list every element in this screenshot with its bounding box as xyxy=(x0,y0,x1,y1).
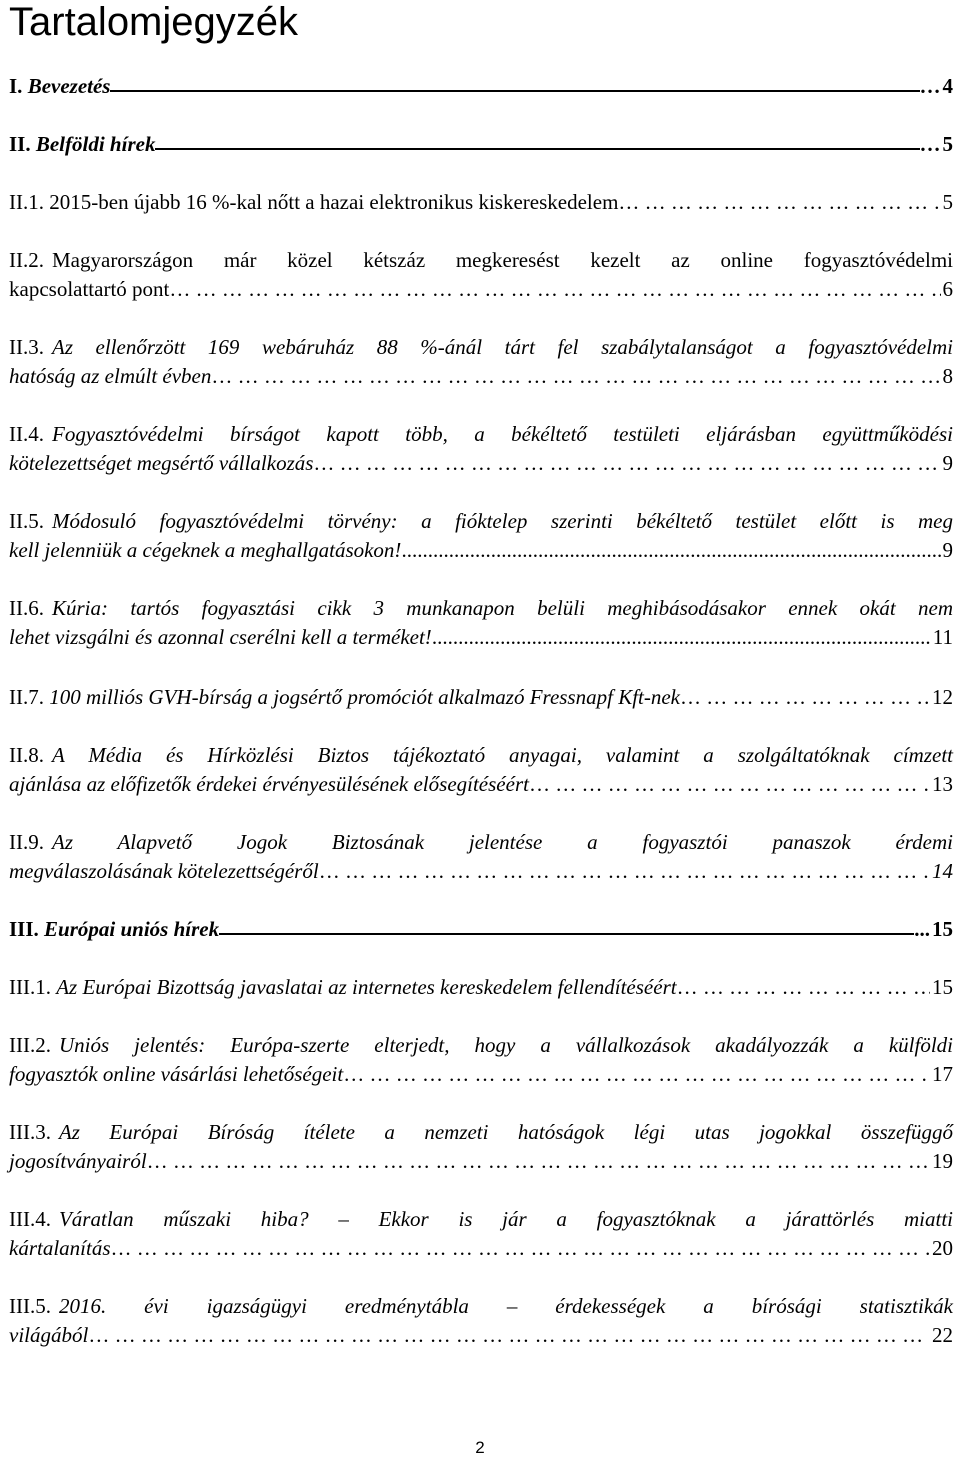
entry-page: 6 xyxy=(942,277,953,301)
leader-dots xyxy=(432,623,931,652)
toc-entry-10[interactable] xyxy=(9,741,953,799)
leader-dots xyxy=(529,770,930,799)
toc-entry-1[interactable]: I. Bevezetés … 4 xyxy=(9,72,953,101)
leader-line xyxy=(155,130,919,150)
leader-line xyxy=(110,72,919,92)
toc-entry-4[interactable] xyxy=(9,246,953,304)
entry-number: III. xyxy=(9,917,39,941)
entry-title-line2: jogosítványairól xyxy=(9,1149,147,1173)
toc-entry-14[interactable] xyxy=(9,1031,953,1089)
leader-line xyxy=(219,915,914,935)
leader-dots xyxy=(147,1147,930,1176)
entry-number: III.2. xyxy=(9,1033,51,1057)
entry-title-line2: ajánlása az előfizetők érdekei érvényesülésének elősegítéséért xyxy=(9,772,529,796)
entry-page: 14 xyxy=(932,859,953,883)
toc-entry-11[interactable] xyxy=(9,828,953,886)
entry-title: 100 milliós GVH-bírság a jogsértő promóciót alkalmazó Fressnapf Kft-nek xyxy=(49,685,680,709)
entry-title-line1: Uniós jelentés: Európa-szerte elterjedt, hogy a vállalkozások akadályozzák a külföldi xyxy=(58,1033,953,1057)
entry-title-line2: kötelezettséget megsértő vállalkozás xyxy=(9,451,314,475)
toc-entry-16[interactable] xyxy=(9,1205,953,1263)
entry-number: II. xyxy=(9,132,31,156)
entry-number: II.7. xyxy=(9,685,44,709)
leader-dots xyxy=(319,857,930,886)
entry-title: Az Európai Bizottság javaslatai az internetes kereskedelem fellendítéséért xyxy=(56,975,677,999)
entry-page: 9 xyxy=(942,451,953,475)
entry-title-line2: lehet vizsgálni és azonnal cserélni kell a terméket! xyxy=(9,625,432,649)
entry-page: 4 xyxy=(942,74,953,98)
entry-number: III.1. xyxy=(9,975,51,999)
toc-entry-9[interactable] xyxy=(9,683,953,712)
entry-page: 5 xyxy=(942,190,953,214)
entry-title-line2: világából xyxy=(9,1323,89,1347)
entry-number: III.5. xyxy=(9,1294,51,1318)
leader-dots xyxy=(313,449,940,478)
entry-title-line1: 2016. évi igazságügyi eredménytábla – érdekességek a bírósági statisztikák xyxy=(58,1294,953,1318)
leader-dots xyxy=(343,1060,930,1089)
entry-title-line1: Fogyasztóvédelmi bírságot kapott több, a békéltető testületi eljárásban együttműködési xyxy=(52,422,953,446)
entry-title-line1: Kúria: tartós fogyasztási cikk 3 munkanapon belüli meghibásodásakor ennek okát nem xyxy=(52,596,953,620)
entry-page: 11 xyxy=(932,625,953,649)
entry-title-line1: A Média és Hírközlési Biztos tájékoztató anyagai, valamint a szolgáltatóknak címzett xyxy=(52,743,953,767)
entry-number: II.9. xyxy=(9,830,44,854)
entry-number: II.1. xyxy=(9,190,44,214)
page-title: Tartalomjegyzék xyxy=(9,0,299,44)
entry-title: 2015-ben újabb 16 %-kal nőtt a hazai elektronikus kiskereskedelem xyxy=(49,190,619,214)
entry-number: III.4. xyxy=(9,1207,51,1231)
page-number: 2 xyxy=(475,1438,485,1457)
toc-entry-12[interactable]: III. Európai uniós hírek ... 15 xyxy=(9,915,953,944)
entry-page: 15 xyxy=(932,975,953,999)
entry-title-line2: megválaszolásának kötelezettségéről xyxy=(9,859,319,883)
entry-title: Bevezetés xyxy=(27,74,111,98)
toc-entry-5[interactable] xyxy=(9,333,953,391)
toc-entry-15[interactable] xyxy=(9,1118,953,1176)
toc-entry-6[interactable] xyxy=(9,420,953,478)
leader-dots xyxy=(88,1321,930,1350)
entry-page: 12 xyxy=(932,685,953,709)
entry-page: 17 xyxy=(932,1062,953,1086)
leader-dots xyxy=(211,362,940,391)
toc-entry-7[interactable] xyxy=(9,507,953,565)
entry-title: Európai uniós hírek xyxy=(44,917,220,941)
entry-page: 13 xyxy=(932,772,953,796)
entry-number: II.2. xyxy=(9,248,44,272)
entry-page: 22 xyxy=(932,1323,953,1347)
toc-entry-8[interactable] xyxy=(9,594,953,652)
entry-title-line1: Módosuló fogyasztóvédelmi törvény: a fióktelep szerinti békéltető testület előtt is meg xyxy=(52,509,953,533)
leader-dots xyxy=(677,973,930,1002)
entry-title-line1: Váratlan műszaki hiba? – Ekkor is jár a fogyasztóknak a járattörlés miatti xyxy=(58,1207,953,1231)
toc-entry-2[interactable]: II. Belföldi hírek … 5 xyxy=(9,130,953,159)
entry-title-line2: fogyasztók online vásárlási lehetőségeit xyxy=(9,1062,344,1086)
entry-number: II.6. xyxy=(9,596,44,620)
leader-dots xyxy=(618,188,940,217)
toc-entry-17[interactable] xyxy=(9,1292,953,1350)
leader-dots xyxy=(111,1234,930,1263)
entry-title-line1: Az Alapvető Jogok Biztosának jelentése a fogyasztói panaszok érdemi xyxy=(52,830,953,854)
entry-title-line2: kártalanítás xyxy=(9,1236,111,1260)
entry-page: 15 xyxy=(932,917,953,941)
entry-title-line2: kapcsolattartó pont xyxy=(9,277,170,301)
entry-title: Belföldi hírek xyxy=(35,132,156,156)
entry-title-line2: kell jelenniük a cégeknek a meghallgatásokon! xyxy=(9,538,402,562)
entry-number: I. xyxy=(9,74,23,98)
entry-page: 5 xyxy=(942,132,953,156)
entry-number: II.8. xyxy=(9,743,44,767)
entry-number: III.3. xyxy=(9,1120,51,1144)
entry-title-line1: Magyarországon már közel kétszáz megkeresést kezelt az online fogyasztóvédelmi xyxy=(52,248,953,272)
entry-number: II.5. xyxy=(9,509,44,533)
leader-dots xyxy=(680,683,930,712)
toc-entry-13[interactable] xyxy=(9,973,953,1002)
entry-title-line1: Az Európai Bíróság ítélete a nemzeti hatóságok légi utas jogokkal összefüggő xyxy=(58,1120,953,1144)
entry-page: 19 xyxy=(932,1149,953,1173)
leader-dots xyxy=(169,275,940,304)
entry-number: II.4. xyxy=(9,422,44,446)
toc-entry-3[interactable] xyxy=(9,188,953,217)
entry-number: II.3. xyxy=(9,335,44,359)
entry-title-line2: hatóság az elmúlt évben xyxy=(9,364,212,388)
entry-page: 20 xyxy=(932,1236,953,1260)
entry-page: 9 xyxy=(942,538,953,562)
entry-title-line1: Az ellenőrzött 169 webáruház 88 %-ánál tárt fel szabálytalanságot a fogyasztóvédelmi xyxy=(52,335,953,359)
leader-dots xyxy=(401,536,940,565)
entry-page: 8 xyxy=(942,364,953,388)
